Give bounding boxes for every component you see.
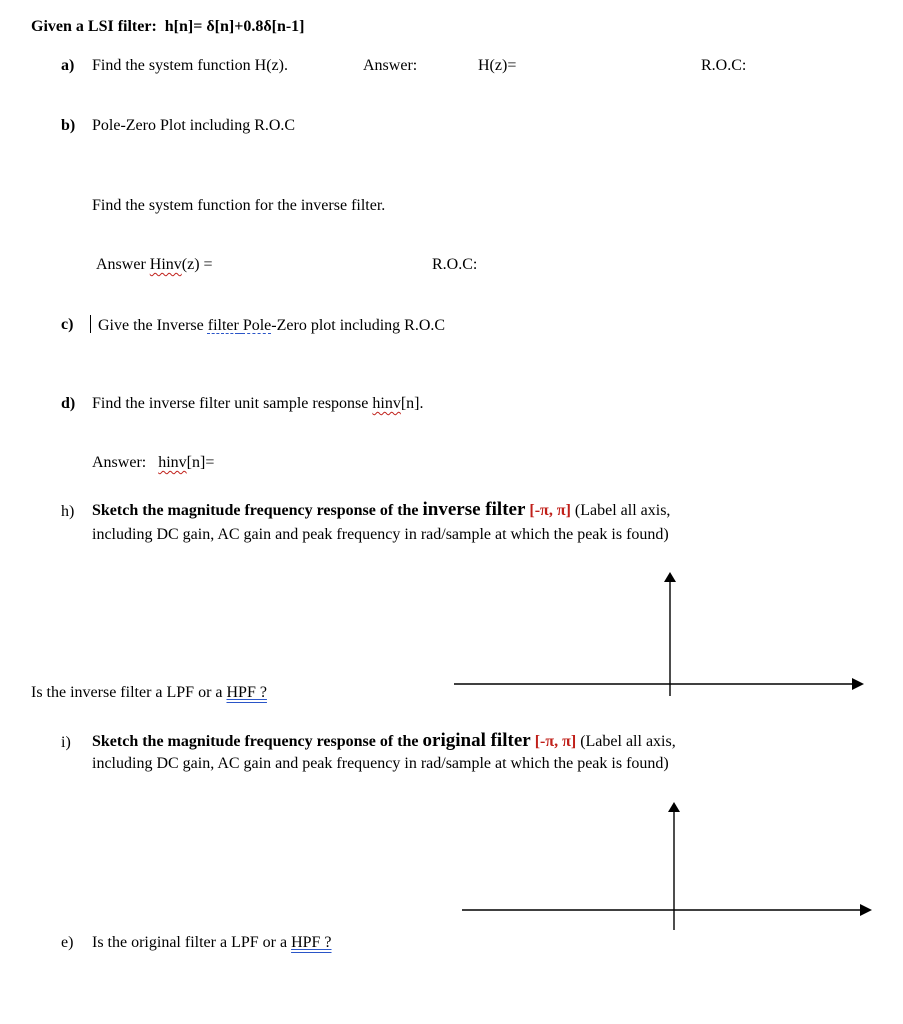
part-i-q-start: Sketch the magnitude frequency response of the — [92, 733, 423, 750]
part-i-label: i) — [61, 734, 71, 751]
part-i-q-range: [-π, π] — [534, 733, 577, 750]
inverse-filter-axes — [450, 570, 870, 700]
part-h-label: h) — [61, 503, 75, 520]
part-e-question-prefix: Is the original filter a LPF or a — [92, 934, 292, 951]
part-b-answer — [96, 255, 213, 275]
part-d-question — [92, 394, 424, 414]
inverse-x-arrowhead — [852, 678, 864, 690]
part-b-answer-suffix: (z) = — [181, 256, 213, 273]
part-h-question-line2: including DC gain, AC gain and peak frequency in rad/sample at which the peak is found) — [92, 526, 669, 543]
part-d-answer-suffix: [n]= — [186, 454, 215, 471]
original-hpf-link[interactable]: HPF ? — [291, 934, 332, 951]
part-b-answer-var: Hinv — [149, 256, 182, 273]
part-b-question: Pole-Zero Plot including R.O.C — [92, 117, 296, 134]
part-d-answer-label: Answer: — [92, 454, 147, 471]
part-c-question — [90, 315, 445, 336]
original-x-arrowhead — [860, 904, 872, 916]
part-i-q-emph: original filter — [422, 730, 531, 751]
part-i-question-line2: including DC gain, AC gain and peak frequency in rad/sample at which the peak is found) — [92, 755, 669, 772]
original-y-arrowhead — [668, 802, 680, 812]
part-d-question-text: Find the inverse filter unit sample response — [92, 395, 373, 412]
original-filter-axes — [458, 798, 878, 938]
part-d-answer — [92, 453, 214, 473]
part-d-answer-var: hinv — [158, 454, 187, 471]
part-b-roc-label: R.O.C: — [432, 256, 478, 273]
part-b-inverse-question: Find the system function for the inverse filter. — [92, 197, 386, 214]
part-b-answer-prefix: Answer — [96, 256, 150, 273]
part-c-label: c) — [61, 316, 74, 333]
inverse-lpf-prefix: Is the inverse filter a LPF or a — [31, 684, 227, 701]
part-d-var-suffix: [n]. — [400, 395, 424, 412]
part-a-label: a) — [61, 57, 75, 74]
part-e-question — [92, 933, 332, 953]
inverse-y-arrowhead — [664, 572, 676, 582]
part-d-label: d) — [61, 395, 76, 412]
part-h-q-range: [-π, π] — [529, 502, 571, 519]
part-h-q-paren: (Label all axis, — [574, 502, 671, 519]
part-a-hz-label: H(z)= — [478, 57, 517, 74]
inverse-hpf-link[interactable]: HPF ? — [226, 684, 267, 701]
part-e-label: e) — [61, 934, 74, 951]
part-c-q-pole: Pole — [242, 317, 272, 334]
part-a-roc-label: R.O.C: — [701, 57, 747, 74]
inverse-lpf-hpf-question — [31, 683, 267, 703]
header-title: Given a LSI filter: — [31, 18, 157, 35]
text-cursor — [90, 315, 91, 333]
part-i-question-line1 — [92, 731, 676, 752]
part-c-q-rest: -Zero plot including R.O.C — [271, 317, 446, 334]
part-h-q-start: Sketch the magnitude frequency response of the — [92, 502, 423, 519]
part-a-answer-label: Answer: — [363, 57, 418, 74]
part-h-question-line1 — [92, 500, 670, 521]
part-c-q-part1: Give the Inverse — [98, 317, 208, 334]
part-a-question: Find the system function H(z). — [92, 57, 288, 74]
part-d-var: hinv — [372, 395, 401, 412]
header-equation: h[n]= δ[n]+0.8δ[n-1] — [164, 18, 305, 35]
part-i-q-paren: (Label all axis, — [580, 733, 676, 750]
problem-header — [31, 17, 305, 37]
part-c-q-filter: filter — [207, 317, 239, 334]
part-b-label: b) — [61, 117, 76, 134]
part-h-q-emph: inverse filter — [422, 499, 526, 520]
